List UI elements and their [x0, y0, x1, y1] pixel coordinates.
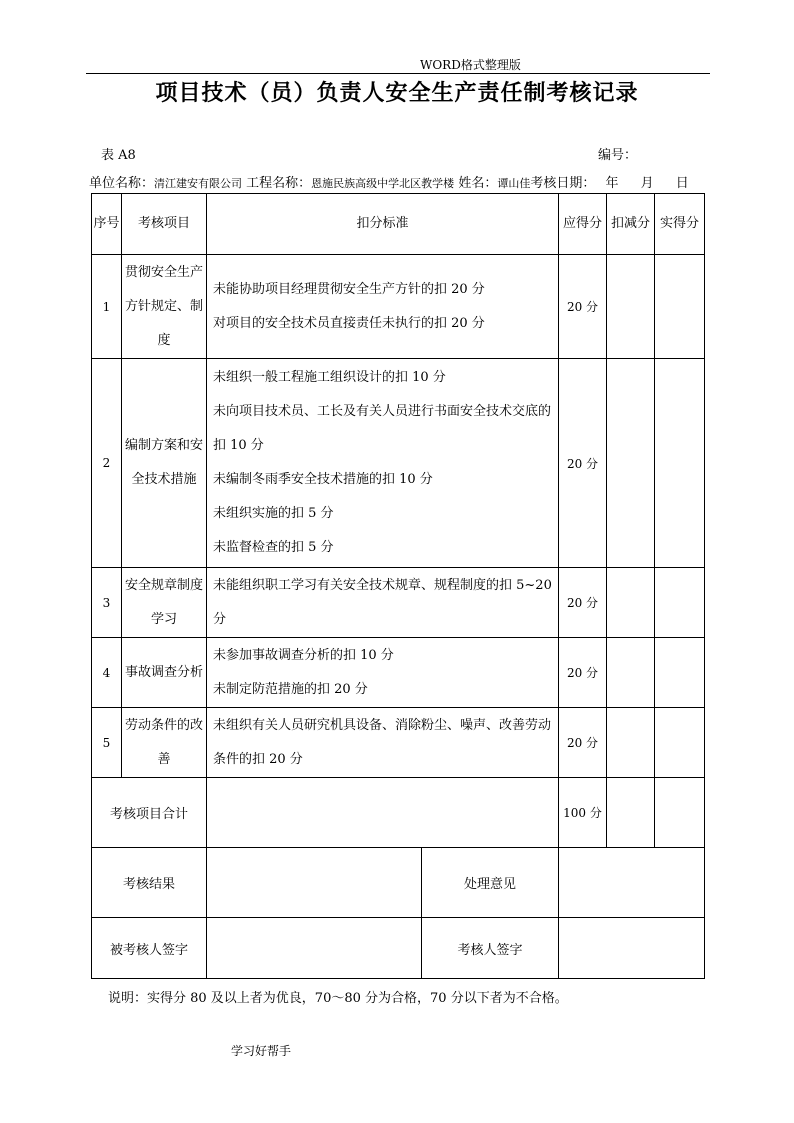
- opinion-value-cell[interactable]: [559, 848, 705, 918]
- row-actual-cell[interactable]: [655, 708, 705, 778]
- standard-line: 未能协助项目经理贯彻安全生产方针的扣 20 分: [213, 281, 485, 297]
- standard-line: 未组织实施的扣 5 分: [213, 506, 334, 521]
- table-row: [92, 568, 705, 638]
- date-month: 月: [640, 176, 654, 191]
- row-deduct-cell[interactable]: [607, 638, 655, 708]
- examinee-sign-cell[interactable]: [207, 918, 422, 979]
- header-rule: [86, 73, 710, 74]
- total-label: 考核项目合计: [92, 778, 207, 848]
- row-standard: [207, 255, 559, 359]
- header-note: WORD格式整理版: [420, 58, 521, 72]
- row-actual-cell[interactable]: [655, 255, 705, 359]
- row-due: 20 分: [559, 255, 607, 359]
- result-value-cell[interactable]: [207, 848, 422, 918]
- row-actual-cell[interactable]: [655, 638, 705, 708]
- opinion-label: 处理意见: [422, 848, 559, 918]
- form-label: 表 A8: [101, 148, 136, 163]
- row-no: 1: [92, 255, 122, 359]
- row-no: 2: [92, 359, 122, 568]
- row-item: 劳动条件的改善: [122, 708, 207, 778]
- examiner-sign-cell[interactable]: [559, 918, 705, 979]
- row-no: 4: [92, 638, 122, 708]
- unit-label: 单位名称：: [89, 176, 155, 191]
- total-deduct-cell[interactable]: [607, 778, 655, 848]
- row-due: 20 分: [559, 638, 607, 708]
- table-row: [92, 255, 705, 359]
- row-standard: [207, 708, 559, 778]
- result-label: 考核结果: [92, 848, 207, 918]
- header-no: 序号: [92, 194, 122, 255]
- row-due: 20 分: [559, 708, 607, 778]
- row-item: 贯彻安全生产方针规定、制度: [122, 255, 207, 359]
- table-header-row: [92, 194, 705, 255]
- row-standard: [207, 638, 559, 708]
- standard-line: 未编制冬雨季安全技术措施的扣 10 分: [213, 472, 433, 487]
- meta-line: [89, 172, 689, 191]
- result-row: [92, 848, 705, 918]
- sign-row: [92, 918, 705, 979]
- date-day: 日: [675, 176, 689, 191]
- footer-helper: 学习好帮手: [231, 1044, 292, 1058]
- row-item: 安全规章制度学习: [122, 568, 207, 638]
- total-row: [92, 778, 705, 848]
- row-due: 20 分: [559, 568, 607, 638]
- header-actual: 实得分: [655, 194, 705, 255]
- row-no: 5: [92, 708, 122, 778]
- row-due: 20 分: [559, 359, 607, 568]
- standard-line: 对项目的安全技术员直接责任未执行的扣 20 分: [213, 315, 485, 331]
- project-label: 工程名称：: [246, 176, 312, 191]
- footer-note: 说明：实得分 80 及以上者为优良，70～80 分为合格，70 分以下者为不合格。: [108, 991, 568, 1006]
- name-value: 谭山佳: [497, 177, 531, 190]
- serial-label: 编号：: [598, 148, 638, 163]
- standard-line: 未组织有关人员研究机具设备、消除粉尘、噪声、改善劳动条件的扣 20 分: [213, 717, 552, 767]
- name-label: 姓名：: [458, 176, 498, 191]
- standard-line: 未参加事故调查分析的扣 10 分: [213, 647, 394, 663]
- total-due: 100 分: [559, 778, 607, 848]
- header-standard: 扣分标准: [207, 194, 559, 255]
- examinee-sign-label: 被考核人签字: [92, 918, 207, 979]
- standard-line: 未组织一般工程施工组织设计的扣 10 分: [213, 370, 446, 385]
- total-actual-cell[interactable]: [655, 778, 705, 848]
- row-item: 事故调查分析: [122, 638, 207, 708]
- total-standard-cell: [207, 778, 559, 848]
- unit-value: 清江建安有限公司: [154, 177, 243, 190]
- row-deduct-cell[interactable]: [607, 708, 655, 778]
- row-no: 3: [92, 568, 122, 638]
- header-deduct: 扣减分: [607, 194, 655, 255]
- row-standard: [207, 359, 559, 568]
- row-deduct-cell[interactable]: [607, 359, 655, 568]
- standard-line: 未向项目技术员、工长及有关人员进行书面安全技术交底的扣 10 分: [213, 404, 552, 453]
- header-due: 应得分: [559, 194, 607, 255]
- row-item: 编制方案和安全技术措施: [122, 359, 207, 568]
- standard-line: 未制定防范措施的扣 20 分: [213, 681, 368, 697]
- examiner-sign-label: 考核人签字: [422, 918, 559, 979]
- standard-line: 未能组织职工学习有关安全技术规章、规程制度的扣 5~20 分: [213, 577, 552, 627]
- project-value: 恩施民族高级中学北区教学楼: [311, 177, 455, 190]
- date-label: 考核日期：: [530, 176, 596, 191]
- row-deduct-cell[interactable]: [607, 255, 655, 359]
- row-actual-cell[interactable]: [655, 359, 705, 568]
- row-actual-cell[interactable]: [655, 568, 705, 638]
- header-item: 考核项目: [122, 194, 207, 255]
- row-standard: [207, 568, 559, 638]
- date-year: 年: [605, 176, 619, 191]
- standard-line: 未监督检查的扣 5 分: [213, 540, 334, 555]
- table-row: [92, 708, 705, 778]
- row-deduct-cell[interactable]: [607, 568, 655, 638]
- page-title: 项目技术（员）负责人安全生产责任制考核记录: [155, 81, 639, 106]
- table-row: [92, 638, 705, 708]
- assessment-table: [91, 193, 705, 979]
- table-row: [92, 359, 705, 568]
